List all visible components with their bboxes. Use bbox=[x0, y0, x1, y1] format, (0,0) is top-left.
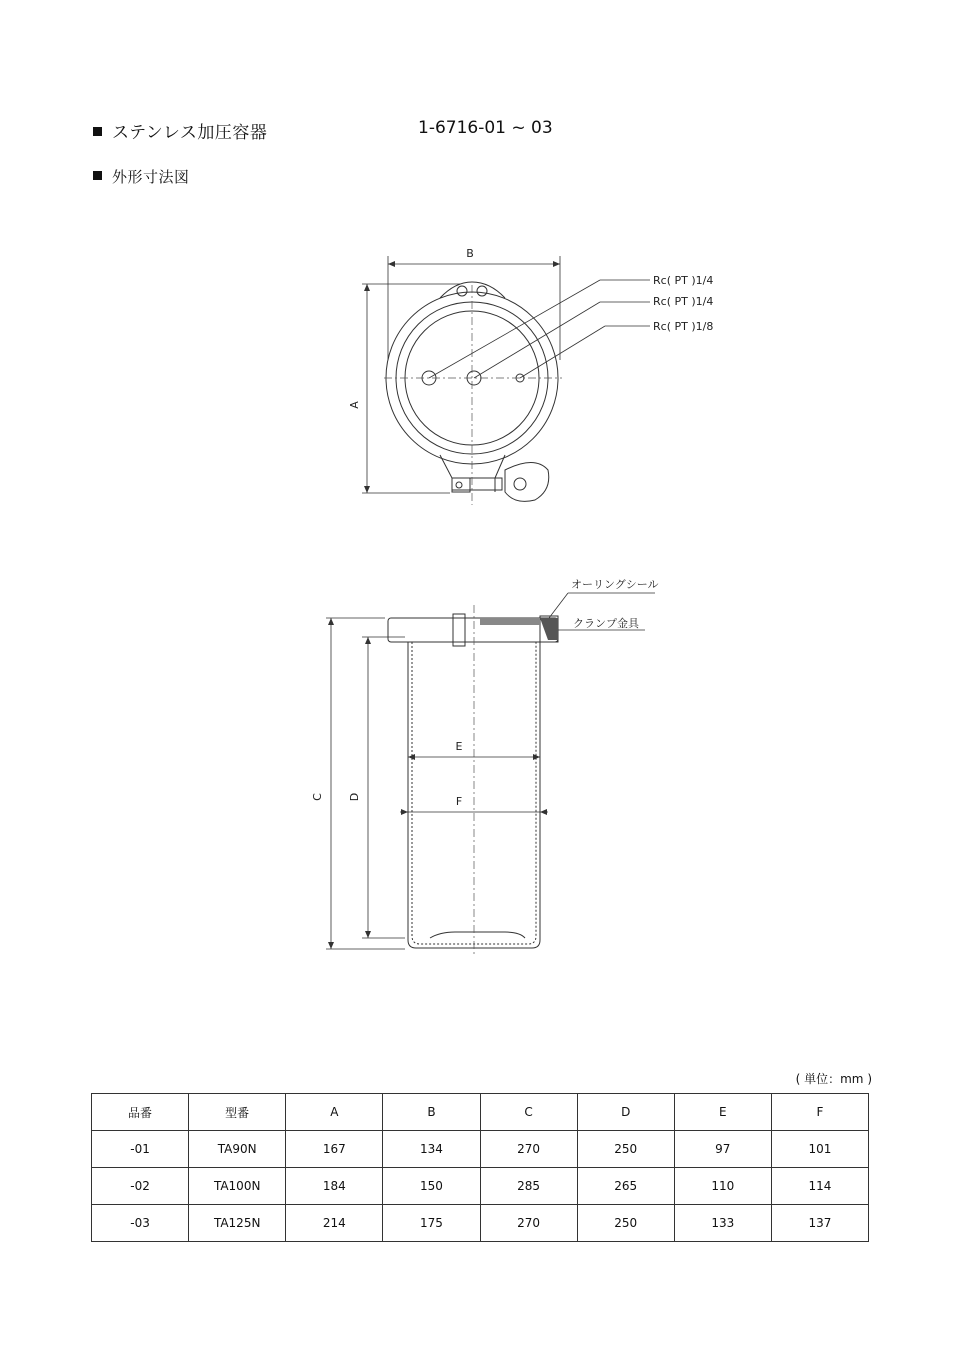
table-cell: 270 bbox=[480, 1205, 577, 1242]
table-cell: 114 bbox=[771, 1168, 868, 1205]
seal-label: オーリングシール bbox=[571, 578, 659, 591]
table-cell: 137 bbox=[771, 1205, 868, 1242]
table-cell: -03 bbox=[92, 1205, 189, 1242]
table-row bbox=[92, 1205, 869, 1242]
table-cell: 214 bbox=[286, 1205, 383, 1242]
col-header: 型番 bbox=[189, 1094, 286, 1131]
wing-nut bbox=[505, 463, 549, 502]
bullet-icon bbox=[93, 127, 102, 136]
table-header-row bbox=[92, 1094, 869, 1131]
section-text: 外形寸法図 bbox=[112, 168, 190, 186]
table-cell: 150 bbox=[383, 1168, 480, 1205]
table-cell: 167 bbox=[286, 1131, 383, 1168]
table-cell: 133 bbox=[674, 1205, 771, 1242]
table-row bbox=[92, 1168, 869, 1205]
product-code: 1-6716-01 ~ 03 bbox=[418, 118, 553, 138]
dim-f-label: F bbox=[455, 795, 463, 808]
table-cell: -01 bbox=[92, 1131, 189, 1168]
dim-d-label: D bbox=[348, 792, 361, 802]
dim-c-label: C bbox=[311, 793, 324, 801]
section-title bbox=[93, 166, 190, 187]
table-cell: 265 bbox=[577, 1168, 674, 1205]
table-cell: TA100N bbox=[189, 1168, 286, 1205]
table-cell: 110 bbox=[674, 1168, 771, 1205]
dim-e-label: E bbox=[455, 740, 463, 753]
table-cell: -02 bbox=[92, 1168, 189, 1205]
table-row bbox=[92, 1131, 869, 1168]
col-header: E bbox=[674, 1094, 771, 1131]
dimensions-table bbox=[91, 1093, 869, 1242]
col-header: F bbox=[771, 1094, 868, 1131]
table-cell: TA90N bbox=[189, 1131, 286, 1168]
dim-a-label: A bbox=[348, 401, 361, 409]
table-cell: 175 bbox=[383, 1205, 480, 1242]
table-cell: 270 bbox=[480, 1131, 577, 1168]
table-cell: 97 bbox=[674, 1131, 771, 1168]
table-cell: 250 bbox=[577, 1131, 674, 1168]
table-cell: 134 bbox=[383, 1131, 480, 1168]
table-cell: 250 bbox=[577, 1205, 674, 1242]
top-view-drawing bbox=[340, 240, 740, 520]
clamp-label: クランプ金具 bbox=[573, 617, 639, 630]
side-view-drawing bbox=[300, 570, 680, 960]
bullet-icon bbox=[93, 171, 102, 180]
page-title bbox=[93, 118, 267, 143]
port-label-2: Rc( PT )1/4 bbox=[653, 295, 714, 308]
port-label-3: Rc( PT )1/8 bbox=[653, 320, 714, 333]
table-cell: 285 bbox=[480, 1168, 577, 1205]
port-label-1: Rc( PT )1/4 bbox=[653, 274, 714, 287]
col-header: 品番 bbox=[92, 1094, 189, 1131]
col-header: B bbox=[383, 1094, 480, 1131]
col-header: D bbox=[577, 1094, 674, 1131]
dim-b-label: B bbox=[466, 247, 474, 260]
table-cell: 101 bbox=[771, 1131, 868, 1168]
col-header: C bbox=[480, 1094, 577, 1131]
unit-note: ( 単位：mm ) bbox=[795, 1072, 872, 1086]
table-cell: TA125N bbox=[189, 1205, 286, 1242]
col-header: A bbox=[286, 1094, 383, 1131]
table-cell: 184 bbox=[286, 1168, 383, 1205]
title-text: ステンレス加圧容器 bbox=[112, 123, 268, 143]
